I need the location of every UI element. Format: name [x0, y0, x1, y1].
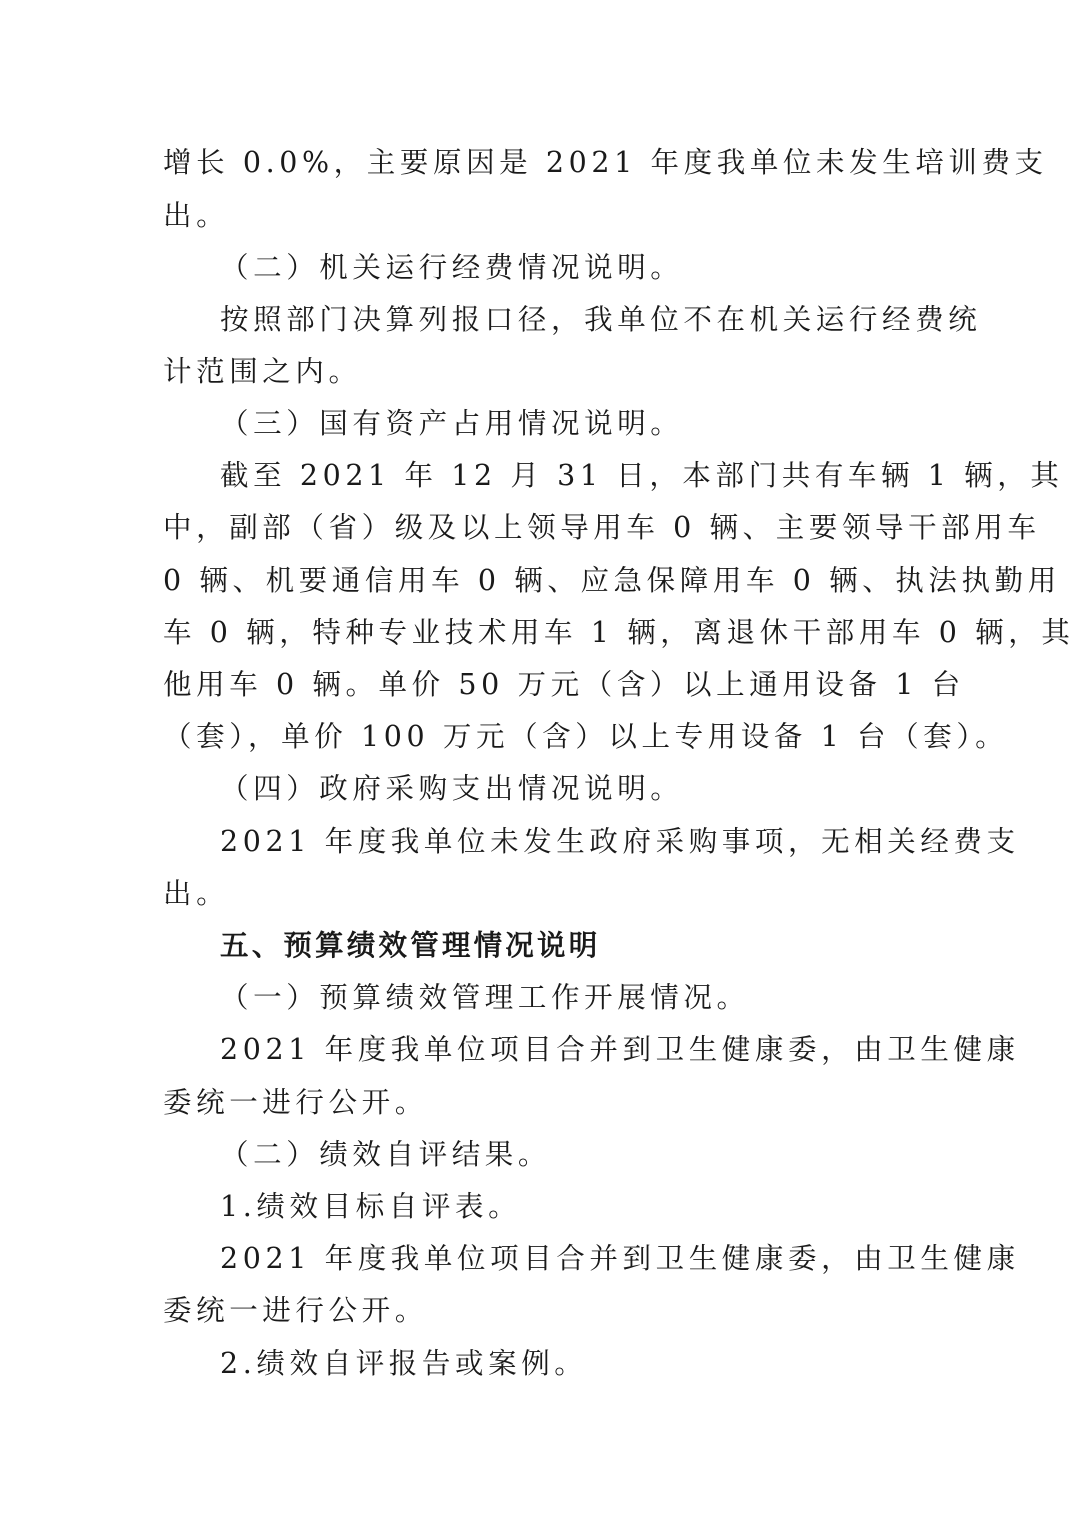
- paragraph-line: 2021 年度我单位项目合并到卫生健康委，由卫生健康: [220, 1242, 1020, 1275]
- paragraph-line: 2021 年度我单位项目合并到卫生健康委，由卫生健康: [220, 1033, 1020, 1066]
- subsection-heading: （二）机关运行经费情况说明。: [220, 251, 684, 284]
- paragraph-line: （套），单价 100 万元（含）以上专用设备 1 台（套）。: [163, 720, 1009, 753]
- paragraph-line: 0 辆、机要通信用车 0 辆、应急保障用车 0 辆、执法执勤用: [163, 564, 1061, 597]
- paragraph-line: 增长 0.0%，主要原因是 2021 年度我单位未发生培训费支: [163, 146, 1048, 179]
- paragraph-line: 按照部门决算列报口径，我单位不在机关运行经费统: [220, 303, 982, 336]
- subsection-heading: （三）国有资产占用情况说明。: [220, 407, 684, 440]
- paragraph-line: 中，副部（省）级及以上领导用车 0 辆、主要领导干部用车: [163, 511, 1041, 544]
- list-item-heading: 1.绩效目标自评表。: [220, 1190, 522, 1223]
- paragraph-line: 他用车 0 辆。单价 50 万元（含）以上通用设备 1 台: [163, 668, 965, 701]
- subsection-heading: （一）预算绩效管理工作开展情况。: [220, 981, 750, 1014]
- paragraph-line: 2021 年度我单位未发生政府采购事项，无相关经费支: [220, 825, 1020, 858]
- subsection-heading: （二）绩效自评结果。: [220, 1138, 552, 1171]
- list-item-heading: 2.绩效自评报告或案例。: [220, 1347, 588, 1380]
- paragraph-line: 截至 2021 年 12 月 31 日，本部门共有车辆 1 辆，其: [220, 459, 1064, 492]
- paragraph-line: 出。: [163, 877, 230, 910]
- paragraph-line: 出。: [163, 199, 230, 232]
- paragraph-line: 车 0 辆，特种专业技术用车 1 辆，离退休干部用车 0 辆，其: [163, 616, 1075, 649]
- subsection-heading: （四）政府采购支出情况说明。: [220, 772, 684, 805]
- paragraph-line: 计范围之内。: [163, 355, 362, 388]
- paragraph-line: 委统一进行公开。: [163, 1086, 428, 1119]
- paragraph-line: 委统一进行公开。: [163, 1294, 428, 1327]
- section-heading: 五、预算绩效管理情况说明: [220, 929, 601, 962]
